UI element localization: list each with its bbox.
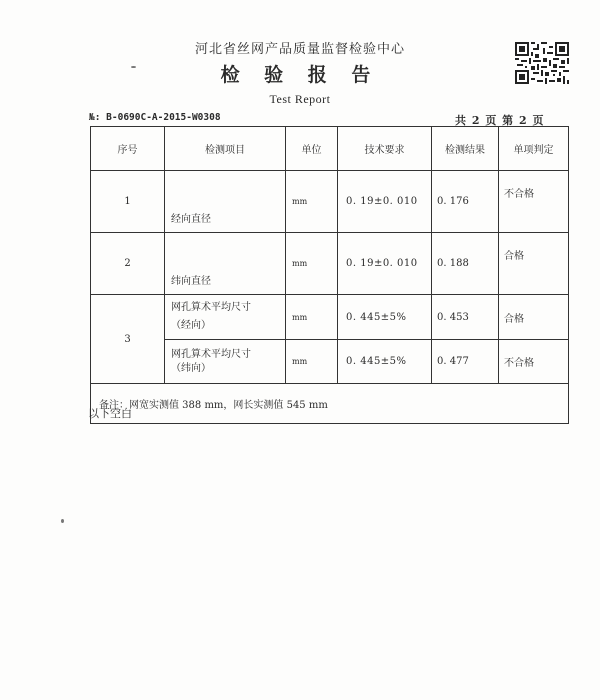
serial-cell: 1 [91, 171, 165, 233]
requirement-cell: 0. 19±0. 010 [338, 171, 432, 233]
serial-cell: 2 [91, 233, 165, 295]
item-name: 网孔算术平均尺寸 [171, 348, 251, 360]
judgment-cell: 合格 [499, 233, 569, 295]
scan-speck [61, 519, 64, 523]
header-result: 检测结果 [432, 127, 499, 171]
header-serial: 序号 [91, 127, 165, 171]
item-name: 网孔算术平均尺寸 [171, 302, 251, 313]
requirement-cell: 0. 445±5% [338, 295, 432, 340]
header-requirement: 技术要求 [338, 127, 432, 171]
notes-text: 备注：网宽实测值 388 mm，网长实测值 545 mm [91, 384, 569, 424]
requirement-cell: 0. 19±0. 010 [338, 233, 432, 295]
result-cell: 0. 477 [432, 340, 499, 384]
judgment-cell: 不合格 [499, 340, 569, 384]
table-header-row [91, 127, 569, 171]
unit-cell: mm [286, 295, 338, 340]
report-number: №: B-0690C-A-2015-W0308 [89, 112, 221, 123]
report-subtitle: Test Report [269, 92, 331, 106]
organization-name: 河北省丝网产品质量监督检验中心 [194, 42, 405, 57]
item-direction: （经向） [171, 320, 211, 331]
serial-cell: 3 [91, 295, 165, 384]
header-item: 检测项目 [165, 127, 286, 171]
results-table [90, 126, 569, 424]
header-unit: 单位 [286, 127, 338, 171]
report-title: 检 验 报 告 [220, 64, 380, 86]
requirement-cell: 0. 445±5% [338, 340, 432, 384]
unit-cell: mm [286, 171, 338, 233]
table-row [91, 233, 569, 295]
page-indicator: 共 2 页 第 2 页 [455, 114, 545, 127]
table-row [91, 295, 569, 340]
item-cell: 纬向直径 [165, 233, 286, 295]
judgment-cell: 合格 [499, 295, 569, 340]
item-cell [165, 295, 286, 340]
result-cell: 0. 176 [432, 171, 499, 233]
item-cell [165, 340, 286, 384]
table-row [91, 171, 569, 233]
notes-row [91, 384, 569, 424]
result-cell: 0. 188 [432, 233, 499, 295]
item-cell: 经向直径 [165, 171, 286, 233]
item-direction: （纬向） [171, 362, 211, 374]
qr-code-icon [515, 42, 569, 84]
scan-speck [131, 66, 136, 68]
result-cell: 0. 453 [432, 295, 499, 340]
unit-cell: mm [286, 340, 338, 384]
header-judgment: 单项判定 [499, 127, 569, 171]
end-of-report-text: 以下空白 [88, 407, 132, 420]
judgment-cell: 不合格 [499, 171, 569, 233]
unit-cell: mm [286, 233, 338, 295]
